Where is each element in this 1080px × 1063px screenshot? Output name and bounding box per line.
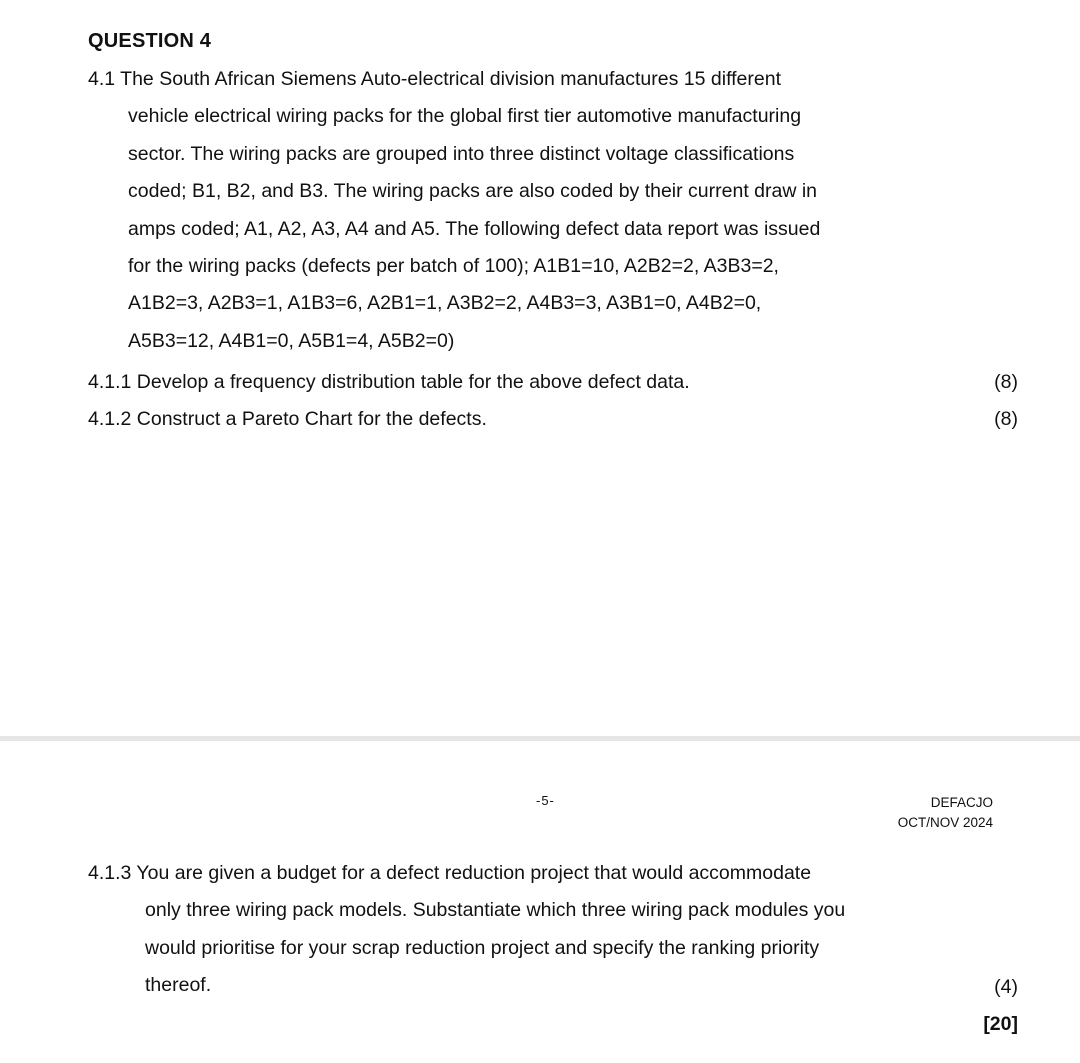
q41-line: A1B2=3, A2B3=1, A1B3=6, A2B1=1, A3B2=2, A4B3=3, A3B1=0, A4B2=0, xyxy=(128,292,762,315)
question-heading: QUESTION 4 xyxy=(88,30,212,52)
q413-line: 4.1.3 You are given a budget for a defect reduction project that would accommodate xyxy=(88,862,812,884)
question-4-1-text xyxy=(88,61,820,360)
q41-line: 4.1 The South African Siemens Auto-electrical division manufactures 15 different xyxy=(88,68,782,90)
question-4-1-2: 4.1.2 Construct a Pareto Chart for the defects. xyxy=(88,408,487,430)
q41-line: A5B3=12, A4B1=0, A5B1=4, A5B2=0) xyxy=(128,329,455,352)
q41-line: for the wiring packs (defects per batch of 100); A1B1=10, A2B2=2, A3B3=2, xyxy=(128,255,779,278)
page-number: -5- xyxy=(536,793,555,808)
question-4-1-3-text xyxy=(88,855,845,1005)
q41-line: sector. The wiring packs are grouped into three distinct voltage classifications xyxy=(128,142,795,165)
marks-4-1-1: (8) xyxy=(994,371,1018,393)
q413-line: only three wiring pack models. Substantiate which three wiring pack modules you xyxy=(145,899,846,922)
q41-line: coded; B1, B2, and B3. The wiring packs are also coded by their current draw in xyxy=(128,180,818,203)
q41-line: vehicle electrical wiring packs for the global first tier automotive manufacturing xyxy=(128,105,802,128)
q41-line: amps coded; A1, A2, A3, A4 and A5. The following defect data report was issued xyxy=(128,217,821,240)
marks-4-1-3: (4) xyxy=(994,976,1018,998)
total-marks: [20] xyxy=(983,1013,1018,1035)
page-bottom xyxy=(0,741,1080,1063)
question-4-1-1: 4.1.1 Develop a frequency distribution table for the above defect data. xyxy=(88,371,690,393)
q413-line: thereof. xyxy=(145,974,212,997)
exam-code xyxy=(898,793,993,833)
q413-line: would prioritise for your scrap reduction project and specify the ranking priority xyxy=(145,936,820,959)
exam-date-line: OCT/NOV 2024 xyxy=(897,815,993,830)
marks-4-1-2: (8) xyxy=(994,408,1018,430)
exam-code-line: DEFACJO xyxy=(930,795,993,810)
